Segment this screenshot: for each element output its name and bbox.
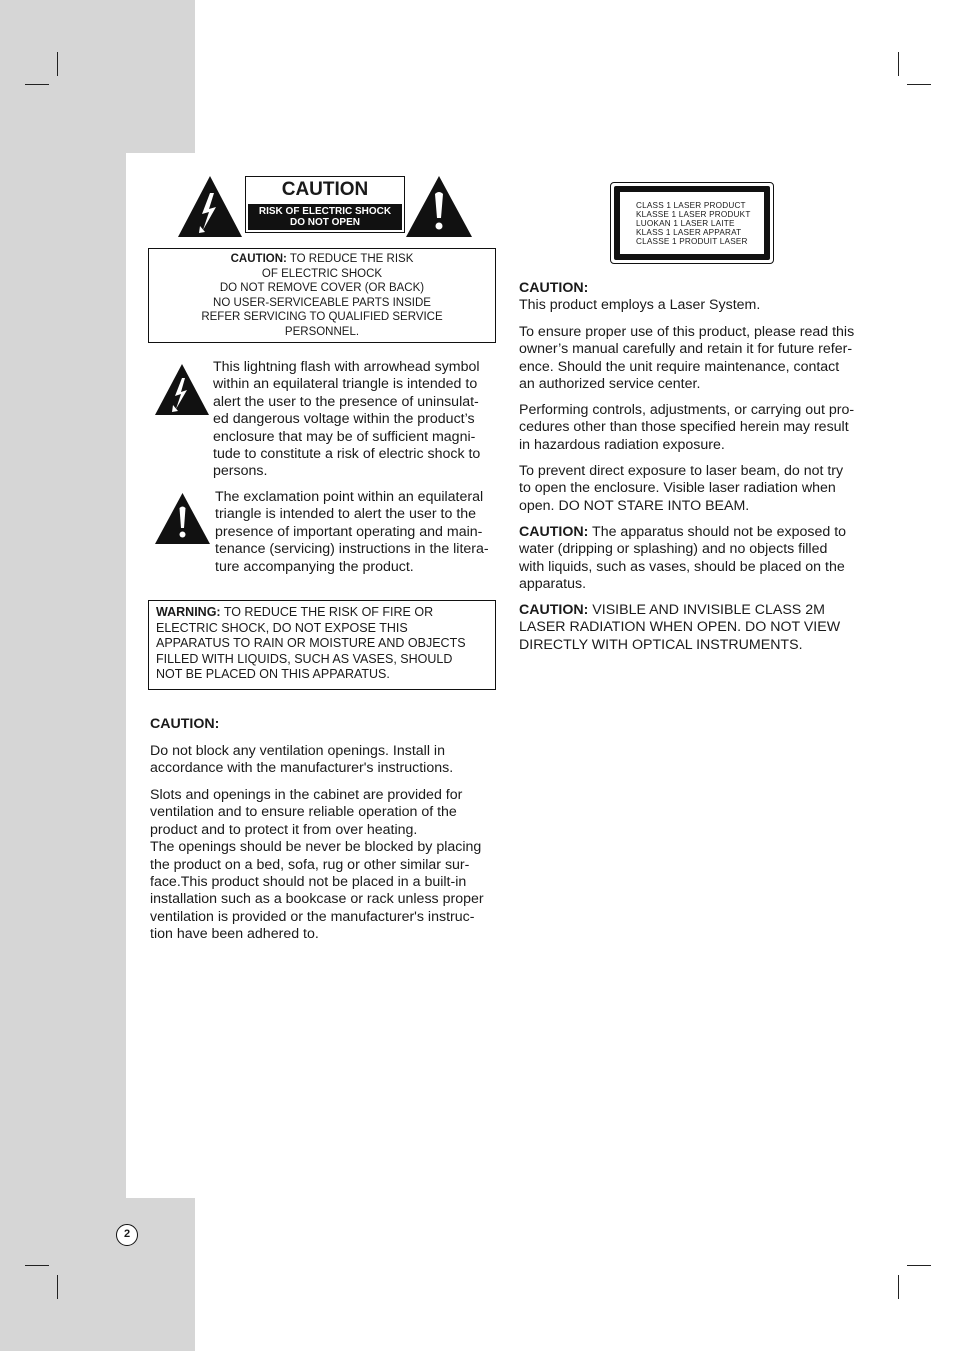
- text-line: DIRECTLY WITH OPTICAL INSTRUMENTS.: [519, 636, 803, 653]
- exclamation-warning-icon: [406, 176, 472, 237]
- caution-title: CAUTION: [281, 179, 369, 200]
- ventilation-paragraph-1: [150, 743, 453, 778]
- text-line: ventilation and to ensure reliable operation of the: [150, 804, 457, 821]
- text-line: with liquids, such as vases, should be placed on the: [519, 558, 845, 575]
- laser-label-line: CLASSE 1 PRODUIT LASER: [636, 237, 748, 247]
- warning-box-line: ELECTRIC SHOCK, DO NOT EXPOSE THIS: [156, 620, 408, 635]
- caution-box-line: PERSONNEL.: [284, 325, 360, 338]
- text-line: product and to protect it from over heating.: [150, 821, 418, 838]
- caution-subtitle-line: DO NOT OPEN: [289, 217, 360, 228]
- text-line: Performing controls, adjustments, or carrying out pro-: [519, 402, 855, 418]
- laser-caution-heading: CAUTION:: [519, 280, 589, 296]
- crop-mark: [57, 52, 58, 76]
- text-line: face.This product should not be placed in a built-in: [150, 874, 467, 891]
- text-line: open. DO NOT STARE INTO BEAM.: [519, 497, 750, 514]
- caution-lead: CAUTION:: [519, 524, 589, 540]
- margin-strip-left: [0, 153, 126, 1198]
- text-line: water (dripping or splashing) and no objects filled: [519, 541, 828, 558]
- text-line: This lightning flash with arrowhead symbol: [213, 359, 480, 375]
- exclamation-symbol-icon: [155, 493, 210, 544]
- lightning-warning-icon: [178, 176, 242, 237]
- caution-box-lead: CAUTION:: [230, 253, 287, 265]
- text-line: tion have been adhered to.: [150, 926, 319, 943]
- text-line: alert the user to the presence of uninsulat-: [213, 393, 479, 410]
- margin-strip-bottom: [0, 1198, 195, 1351]
- laser-label-line: CLASS 1 LASER PRODUCT: [636, 201, 746, 210]
- caution-box-line: DO NOT REMOVE COVER (OR BACK): [219, 282, 425, 294]
- text-line: owner’s manual carefully and retain it for future refer-: [519, 341, 853, 358]
- text-line: VISIBLE AND INVISIBLE CLASS 2M: [588, 602, 825, 618]
- text-line: The openings should be never be blocked by placing: [150, 839, 482, 856]
- text-line: persons.: [213, 463, 268, 480]
- text-line: an authorized service center.: [519, 376, 701, 393]
- ventilation-paragraph-2: [150, 787, 484, 944]
- warning-box-line: NOT BE PLACED ON THIS APPARATUS.: [156, 667, 390, 681]
- caution-label: [245, 176, 405, 233]
- caution-subtitle-line: RISK OF ELECTRIC SHOCK: [258, 206, 392, 217]
- laser-intro: This product employs a Laser System.: [519, 297, 761, 313]
- laser-label-line: KLASSE 1 LASER PRODUKT: [636, 210, 751, 220]
- caution-box-line: REFER SERVICING TO QUALIFIED SERVICE: [201, 311, 443, 323]
- ventilation-caution-heading: CAUTION:: [150, 716, 220, 732]
- caution-box-line: NO USER-SERVICEABLE PARTS INSIDE: [213, 296, 431, 309]
- laser-product-label: [610, 182, 774, 264]
- text-line: To prevent direct exposure to laser beam, do not try: [519, 463, 844, 479]
- text-line: accordance with the manufacturer's instructions.: [150, 760, 454, 777]
- exclamation-description: [215, 489, 489, 576]
- text-line: ed dangerous voltage within the product’s: [213, 411, 475, 428]
- text-line: LASER RADIATION WHEN OPEN. DO NOT VIEW: [519, 619, 841, 636]
- text-line: To ensure proper use of this product, please read this: [519, 324, 855, 340]
- crop-mark: [907, 84, 931, 85]
- text-line: ence. Should the unit require maintenance, contact: [519, 358, 840, 375]
- text-line: The exclamation point within an equilateral: [215, 489, 484, 505]
- warning-box: [148, 600, 496, 690]
- warning-box-line: TO REDUCE THE RISK OF FIRE OR: [220, 605, 434, 619]
- caution-box-line: TO REDUCE THE RISK: [286, 253, 414, 265]
- page-number: 2: [116, 1224, 138, 1246]
- crop-mark: [907, 1265, 931, 1266]
- text-line: ventilation is provided or the manufacturer's instruc-: [150, 908, 475, 925]
- crop-mark: [898, 1275, 899, 1299]
- laser-label-line: KLASS 1 LASER APPARAT: [636, 228, 742, 238]
- caution-box: [148, 248, 496, 343]
- laser-paragraph-2: [519, 402, 854, 454]
- text-line: The apparatus should not be exposed to: [588, 524, 847, 540]
- text-line: ture accompanying the product.: [215, 558, 414, 575]
- laser-paragraph-4: [519, 524, 846, 594]
- laser-label-text: [614, 186, 770, 260]
- laser-label-line: LUOKAN 1 LASER LAITE: [636, 219, 735, 229]
- laser-paragraph-1: [519, 324, 854, 394]
- crop-mark: [898, 52, 899, 76]
- text-line: in hazardous radiation exposure.: [519, 436, 725, 453]
- warning-box-line: FILLED WITH LIQUIDS, SUCH AS VASES, SHOULD: [156, 651, 453, 666]
- margin-strip-top: [0, 0, 195, 153]
- text-line: apparatus.: [519, 576, 587, 593]
- crop-mark: [57, 1275, 58, 1299]
- text-line: to open the enclosure. Visible laser radiation when: [519, 480, 836, 497]
- text-line: enclosure that may be of sufficient magni-: [213, 428, 476, 445]
- text-line: presence of important operating and main-: [215, 523, 483, 540]
- warning-box-line: APPARATUS TO RAIN OR MOISTURE AND OBJECTS: [156, 636, 466, 650]
- text-line: installation such as a bookcase or rack unless proper: [150, 891, 484, 908]
- crop-mark: [25, 1265, 49, 1266]
- caution-lead: CAUTION:: [519, 602, 589, 618]
- lightning-description: [213, 359, 480, 481]
- text-line: within an equilateral triangle is intended to: [213, 376, 478, 393]
- text-line: cedures other than those specified herein may result: [519, 419, 849, 436]
- text-line: tenance (servicing) instructions in the litera-: [215, 541, 489, 558]
- laser-paragraph-3: [519, 463, 843, 515]
- text-line: Slots and openings in the cabinet are provided for: [150, 787, 463, 803]
- text-line: triangle is intended to alert the user to the: [215, 506, 477, 523]
- text-line: Do not block any ventilation openings. Install in: [150, 743, 445, 759]
- lightning-symbol-icon: [155, 364, 209, 415]
- crop-mark: [25, 84, 49, 85]
- text-line: the product on a bed, sofa, rug or other similar sur-: [150, 856, 470, 873]
- warning-box-lead: WARNING:: [156, 605, 221, 619]
- laser-paragraph-5: [519, 602, 840, 654]
- caution-box-line: OF ELECTRIC SHOCK: [261, 267, 383, 280]
- text-line: tude to constitute a risk of electric shock to: [213, 446, 481, 463]
- caution-subtitle-bar: [248, 204, 402, 230]
